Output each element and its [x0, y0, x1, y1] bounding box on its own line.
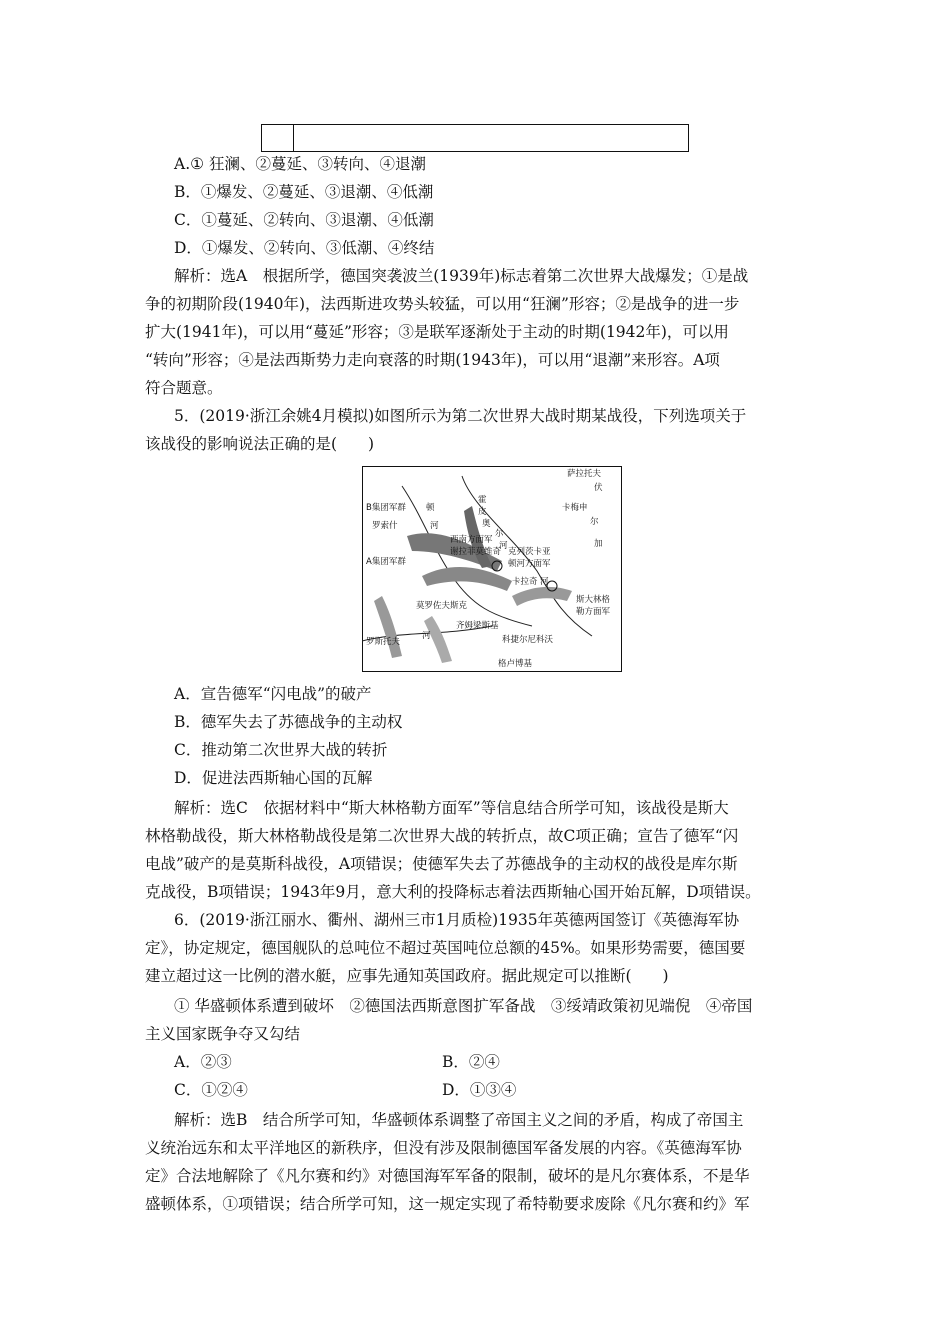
- q6-stem-line: 建立超过这一比例的潜水艇，应事先通知英国政府。据此规定可以推断( ): [145, 967, 669, 985]
- q6-option-c: C．①②④: [174, 1081, 248, 1099]
- map-label: 齐姆梁斯基: [456, 621, 499, 631]
- q6-option-d: D．①③④: [442, 1081, 517, 1099]
- q5-stem-line: 5．(2019·浙江余姚4月模拟)如图所示为第二次世界大战时期某战役，下列选项关于: [174, 407, 747, 425]
- q4-option-c: C．①蔓延、②转向、③退潮、④低潮: [174, 211, 434, 229]
- q5-analysis-line: 电战”破产的是莫斯科战役，A项错误；使德军失去了苏德战争的主动权的战役是库尔斯: [145, 855, 738, 873]
- table-cell: [262, 125, 294, 151]
- q6-analysis-line: 解析：选B 结合所学可知，华盛顿体系调整了帝国主义之间的矛盾，构成了帝国主: [174, 1111, 744, 1129]
- map-label: 萨拉托夫: [567, 469, 602, 479]
- q6-option-b: B．②④: [442, 1053, 500, 1071]
- map-label: 斯大林格: [576, 595, 611, 605]
- map-label: 河: [430, 521, 439, 531]
- map-label: A集团军群: [366, 557, 406, 567]
- map-label: 罗索什: [372, 521, 398, 531]
- map-label: 顿: [426, 503, 435, 513]
- map-label: 格卢博基: [498, 659, 533, 669]
- map-label: 谢拉菲莫维奇: [450, 547, 502, 557]
- q4-option-a: A.① 狂澜、②蔓延、③转向、④退潮: [174, 155, 426, 173]
- q4-option-b: B．①爆发、②蔓延、③退潮、④低潮: [174, 183, 434, 201]
- q4-option-d: D．①爆发、②转向、③低潮、④终结: [174, 239, 435, 257]
- map-label: 罗斯托夫: [366, 637, 401, 647]
- q4-analysis-line: 解析：选A 根据所学，德国突袭波兰(1939年)标志着第二次世界大战爆发；①是战: [174, 267, 749, 285]
- map-label: 皮: [478, 507, 487, 517]
- map-label: 尔: [590, 517, 599, 527]
- q5-analysis-line: 林格勒战役，斯大林格勒战役是第二次世界大战的转折点，故C项正确；宣告了德军“闪: [145, 827, 739, 845]
- q6-stem-line: 定》，协定规定，德国舰队的总吨位不超过英国吨位总额的45%。如果形势需要，德国要: [145, 939, 746, 957]
- q4-analysis-line: 符合题意。: [145, 379, 223, 397]
- map-label: 卡拉奇: [512, 577, 538, 587]
- map-label: 河: [540, 577, 549, 587]
- q6-statements-line: ① 华盛顿体系遭到破坏 ②德国法西斯意图扩军备战 ③绥靖政策初见端倪 ④帝国: [174, 997, 753, 1015]
- q6-statements-line: 主义国家既争夺又勾结: [145, 1025, 301, 1043]
- q5-analysis-line: 克战役，B项错误；1943年9月，意大利的投降标志着法西斯轴心国开始瓦解，D项错误。: [145, 883, 761, 901]
- q5-stem-line: 该战役的影响说法正确的是( ): [145, 435, 375, 453]
- map-label: 西南方面军: [450, 535, 493, 545]
- battle-map: [362, 466, 622, 672]
- q4-analysis-line: 争的初期阶段(1940年)，法西斯进攻势头较猛，可以用“狂澜”形容；②是战争的进一步: [145, 295, 740, 313]
- map-label: 尔: [495, 529, 504, 539]
- map-label: 霍: [478, 495, 487, 505]
- map-label: 河: [499, 541, 508, 551]
- q6-analysis-line: 定》合法地解除了《凡尔赛和约》对德国海军军备的限制，破坏的是凡尔赛体系，不是华: [145, 1167, 750, 1185]
- map-label: 卡梅申: [562, 503, 588, 513]
- q5-option-b: B．德军失去了苏德战争的主动权: [174, 713, 403, 731]
- q6-analysis-line: 盛顿体系，①项错误；结合所学可知，这一规定实现了希特勒要求废除《凡尔赛和约》军: [145, 1195, 750, 1213]
- map-label: B集团军群: [366, 503, 406, 513]
- map-label: 莫罗佐夫斯克: [416, 601, 468, 611]
- map-label: 加: [594, 539, 603, 549]
- map-label: 克列茨卡亚: [508, 547, 551, 557]
- map-label: 伏: [594, 483, 603, 493]
- map-label: 河: [422, 631, 431, 641]
- map-label: 勒方面军: [576, 607, 611, 617]
- map-label: 科捷尔尼科沃: [502, 635, 554, 645]
- q4-analysis-line: 扩大(1941年)，可以用“蔓延”形容；③是联军逐渐处于主动的时期(1942年)，可以用: [145, 323, 729, 341]
- q5-option-a: A．宣告德军“闪电战”的破产: [174, 685, 372, 703]
- q5-analysis-line: 解析：选C 依据材料中“斯大林格勒方面军”等信息结合所学可知，该战役是斯大: [174, 799, 729, 817]
- q6-stem-line: 6．(2019·浙江丽水、衢州、湖州三市1月质检)1935年英德两国签订《英德海军协: [174, 911, 740, 929]
- q5-option-c: C．推动第二次世界大战的转折: [174, 741, 388, 759]
- map-label: 顿河方面军: [508, 559, 551, 569]
- q5-option-d: D．促进法西斯轴心国的瓦解: [174, 769, 373, 787]
- q6-option-a: A．②③: [174, 1053, 232, 1071]
- map-label: 奥: [482, 519, 491, 529]
- q6-analysis-line: 义统治远东和太平洋地区的新秩序，但没有涉及限制德国军备发展的内容。《英德海军协: [145, 1139, 742, 1157]
- q4-analysis-line: “转向”形容；④是法西斯势力走向衰落的时期(1943年)，可以用“退潮”来形容。A项: [145, 351, 720, 369]
- table-fragment: [261, 124, 689, 152]
